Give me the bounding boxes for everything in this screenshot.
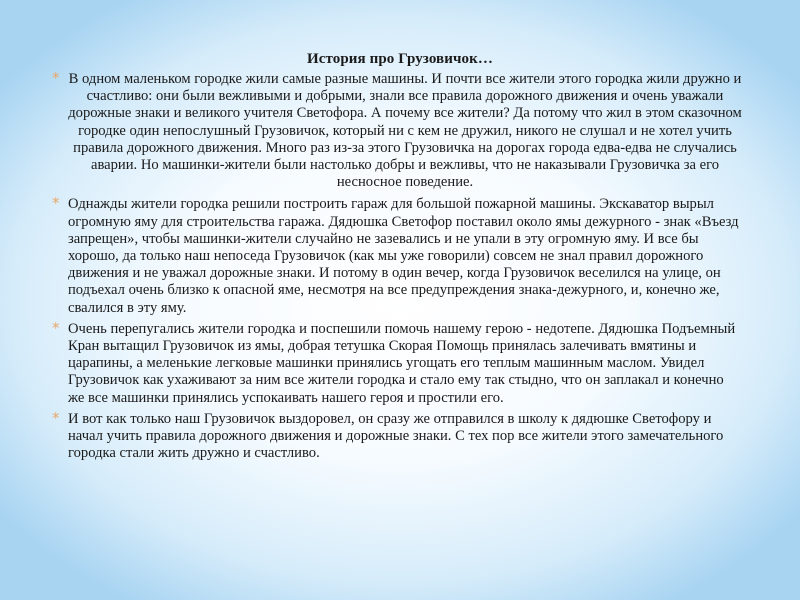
paragraph-text: В одном маленьком городке жили самые разные машины. И почти все жители этого городка жили дружно и счастливо: они были вежливыми и добрыми, знали все правила дорожного движения и очень уважали дорожные знаки и великого учителя Светофора. А почему все жители? Да потому что жил в этом сказочном городке один непослушный Грузовичок, который ни с кем не дружил, никого не слушал и не хотел учить правила дорожного движения. Много раз из-за этого Грузовичка на дорогах города едва-едва не случались аварии. Но машинки-жители были настолько добры и вежливы, что не наказывали Грузовичка за его несносное поведение. <box>68 71 742 191</box>
bullet-icon: * <box>52 408 60 427</box>
paragraph-text: Однажды жители городка решили построить гараж для большой пожарной машины. Экскаватор вырыл огромную яму для строительства гаража. Дядюшка Светофор поставил около ямы дежурного - знак «Въезд запрещен», чтобы машинки-жители случайно не зазевались и не упали в эту огромную яму. И все бы хорошо, да только наш непоседа Грузовичок (как мы уже говорили) совсем не знал правил дорожного движения и не уважал дорожные знаки. И потому в один вечер, когда Грузовичок веселился на улице, он подъехал очень близко к опасной яме, несмотря на все предупреждения знака-дежурного, и, конечно же, свалился в эту яму. <box>68 196 739 316</box>
bullet-icon: * <box>52 318 60 337</box>
slide-title: История про Грузовичок… <box>306 51 494 67</box>
bullet-icon: * <box>52 69 60 87</box>
paragraph-2 <box>52 196 748 316</box>
slide-content <box>52 71 748 466</box>
paragraph-text: Очень перепугались жители городка и поспешили помочь нашему герою - недотепе. Дядюшка Подъемный Кран вытащил Грузовичок из ямы, добрая тетушка Скорая Помощь принялась залечивать вмятины и царапины, а меленькие легковые машинки принялись угощать его теплым машинным маслом. Увидел Грузовичок как ухаживают за ним все жители городка и стало ему так стыдно, что он заплакал и конечно же все машинки принялись успокаивать нашего героя и простили его. <box>68 320 736 406</box>
bullet-icon: * <box>52 194 60 213</box>
paragraph-4 <box>52 408 748 463</box>
paragraph-text: И вот как только наш Грузовичок выздоровел, он сразу же отправился в школу к дядюшке Светофору и начал учить правила дорожного движения и дорожные знаки. С тех пор все жители этого замечательного городка стали жить дружно и счастливо. <box>68 410 724 462</box>
paragraph-1 <box>52 71 748 191</box>
paragraph-3 <box>52 318 748 407</box>
